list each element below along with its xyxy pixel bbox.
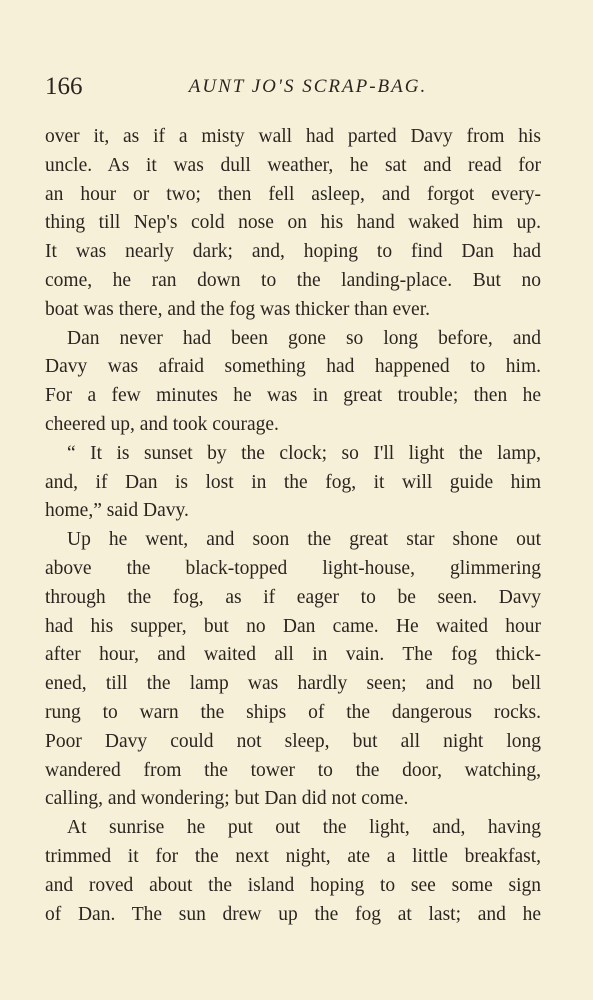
text-line: boat was there, and the fog was thicker than ever. (45, 298, 430, 320)
text-line: after hour, and waited all in vain. The fog thick- (45, 644, 541, 666)
text-line: of Dan. The sun drew up the fog at last; and he (45, 903, 541, 925)
page-number: 166 (45, 73, 83, 100)
text-line: had his supper, but no Dan came. He waited hour (45, 615, 541, 637)
text-line: cheered up, and took courage. (45, 413, 279, 435)
text-line: thing till Nep's cold nose on his hand waked him up. (45, 212, 541, 234)
running-head: AUNT JO'S SCRAP-BAG. (188, 76, 428, 97)
text-line: trimmed it for the next night, ate a little breakfast, (45, 845, 541, 867)
paragraph (45, 814, 541, 929)
text-line: through the fog, as if eager to be seen. Davy (45, 586, 541, 608)
text-line: and roved about the island hoping to see some sign (45, 874, 541, 896)
text-line: uncle. As it was dull weather, he sat and read for (45, 154, 541, 176)
text-line: Dan never had been gone so long before, and (67, 327, 541, 349)
text-line: ened, till the lamp was hardly seen; and no bell (45, 673, 541, 695)
text-line: It was nearly dark; and, hoping to find Dan had (45, 241, 541, 263)
page-header (45, 70, 541, 104)
paragraph (45, 325, 541, 440)
text-line: come, he ran down to the landing-place. But no (45, 269, 541, 291)
paragraph (45, 440, 541, 526)
text-line: calling, and wondering; but Dan did not come. (45, 788, 409, 810)
body-text (45, 123, 541, 929)
text-line: Davy was afraid something had happened to him. (45, 356, 541, 378)
text-line: an hour or two; then fell asleep, and forgot every- (45, 183, 541, 205)
text-line: over it, as if a misty wall had parted Davy from his (45, 126, 541, 147)
paragraph (45, 123, 541, 325)
text-line: At sunrise he put out the light, and, having (67, 817, 541, 839)
text-line: above the black-topped light-house, glimmering (45, 557, 541, 579)
paragraph (45, 526, 541, 814)
text-line: Poor Davy could not sleep, but all night long (45, 730, 541, 752)
text-line: Up he went, and soon the great star shone out (67, 529, 541, 551)
text-line: wandered from the tower to the door, watching, (45, 759, 541, 781)
text-line: home,” said Davy. (45, 500, 189, 522)
text-line: rung to warn the ships of the dangerous rocks. (45, 701, 541, 723)
text-line: For a few minutes he was in great trouble; then he (45, 385, 541, 407)
text-line: and, if Dan is lost in the fog, it will guide him (45, 471, 541, 493)
text-line: “ It is sunset by the clock; so I'll light the lamp, (67, 442, 541, 464)
